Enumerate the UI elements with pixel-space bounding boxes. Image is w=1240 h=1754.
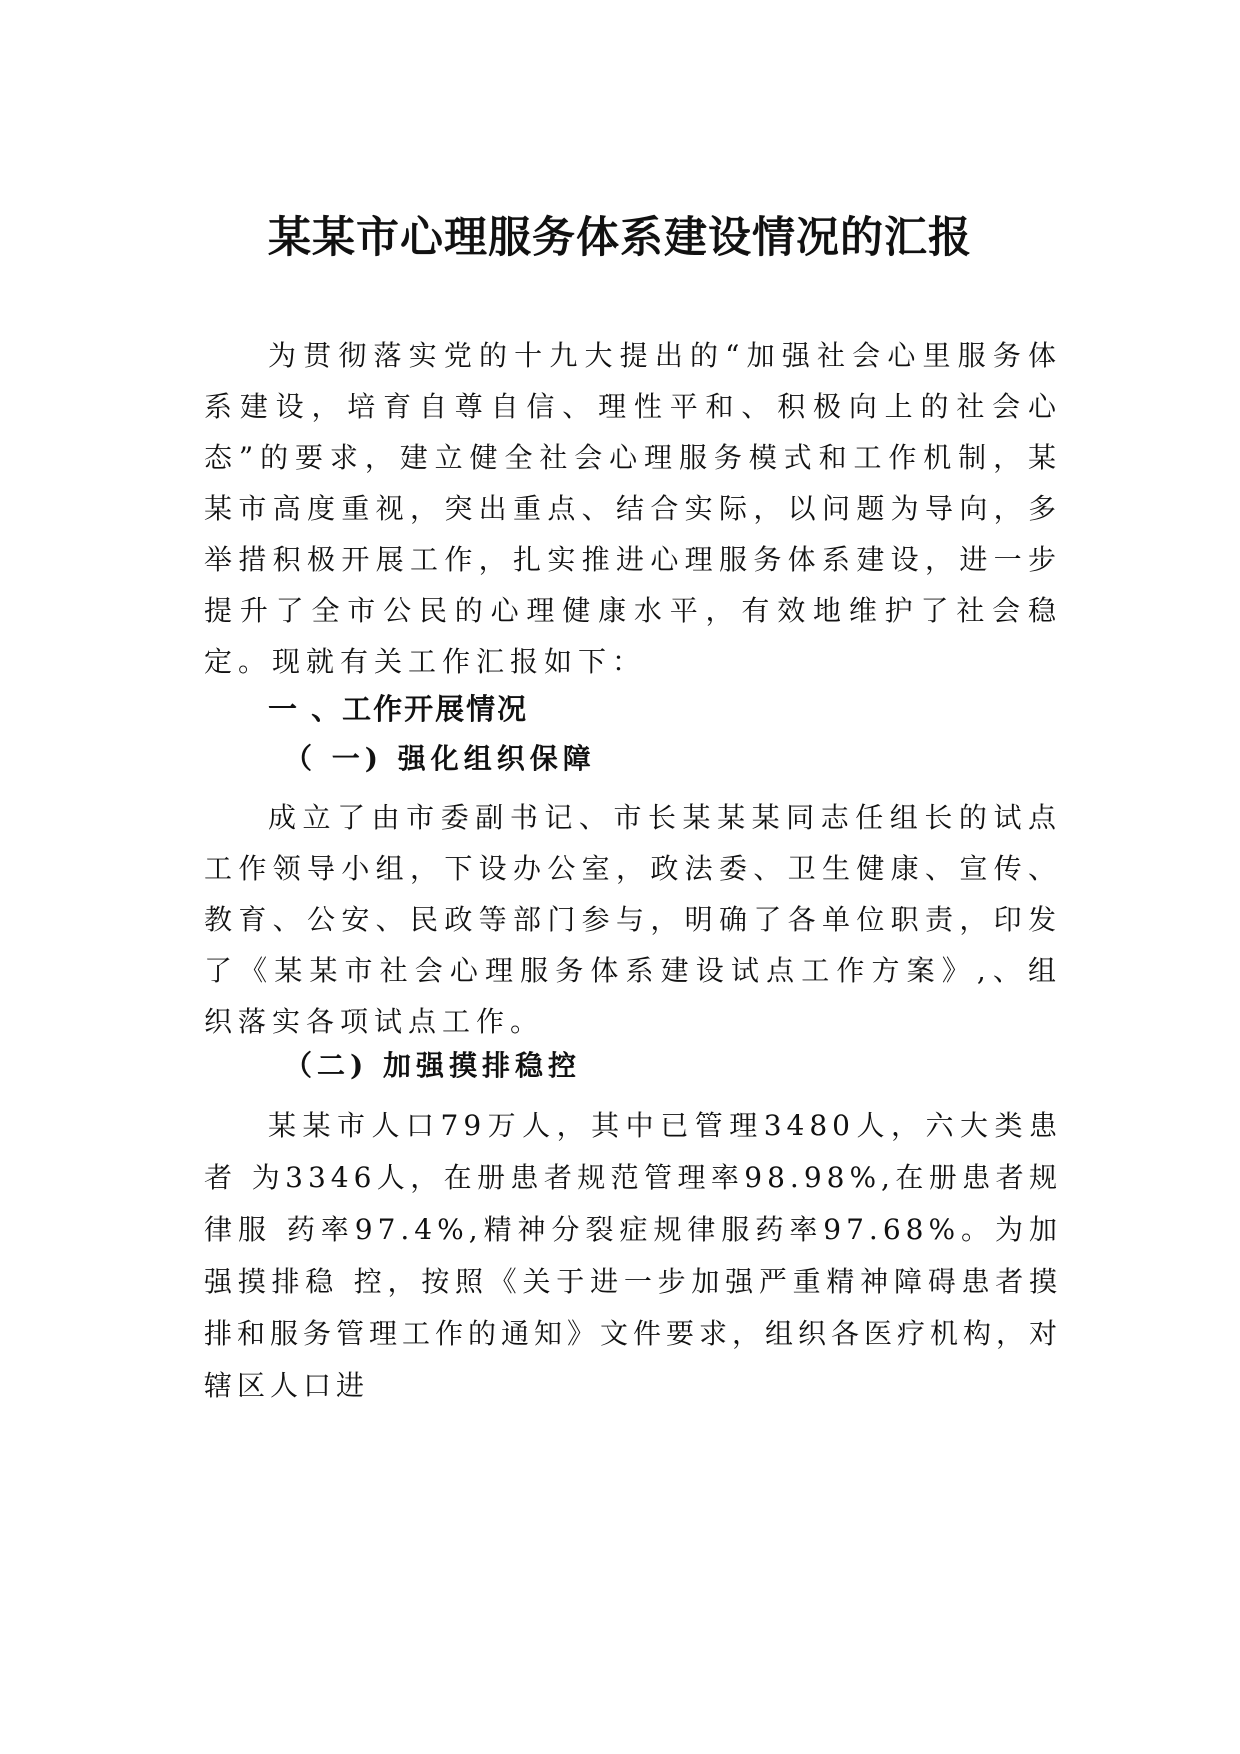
subsection-heading-screening: （二) 加强摸排稳控 [284, 1049, 581, 1082]
intro-paragraph: 为贯彻落实党的十九大提出的“加强社会心里服务体系建设，培育自尊自信、理性平和、积极向上的社会心态”的要求，建立健全社会心理服务模式和工作机制，某某市高度重视，突出重点、结合实际，以问题为导向，多举措积极开展工作，扎实推进心理服务体系建设，进一步提升了全市公民的心理健康水平，有效地维护了社会稳定。现就有关工作汇报如下： [204, 339, 1062, 678]
subsection-heading-organization: （ 一) 强化组织保障 [284, 742, 596, 775]
organization-paragraph: 成立了由市委副书记、市长某某某同志任组长的试点工作领导小组，下设办公室，政法委、卫生健康、宣传、教育、公安、民政等部门参与，明确了各单位职责，印发了《某某市社会心理服务体系建设试点工作方案》,、组织落实各项试点工作。 [204, 801, 1062, 1038]
document-title: 某某市心理服务体系建设情况的汇报 [268, 213, 972, 263]
section-heading-work-progress: 一 、工作开展情况 [268, 692, 529, 726]
screening-paragraph: 某某市人口79万人，其中已管理3480人，六大类患者 为3346人，在册患者规范管理率98.98%,在册患者规律服 药率97.4%,精神分裂症规律服药率97.68%。为加强摸排稳 控，按照《关于进一步加强严重精神障碍患者摸排和服务管理工作的通知》文件要求，组织各医疗机构，对辖区人口进 [204, 1109, 1063, 1402]
